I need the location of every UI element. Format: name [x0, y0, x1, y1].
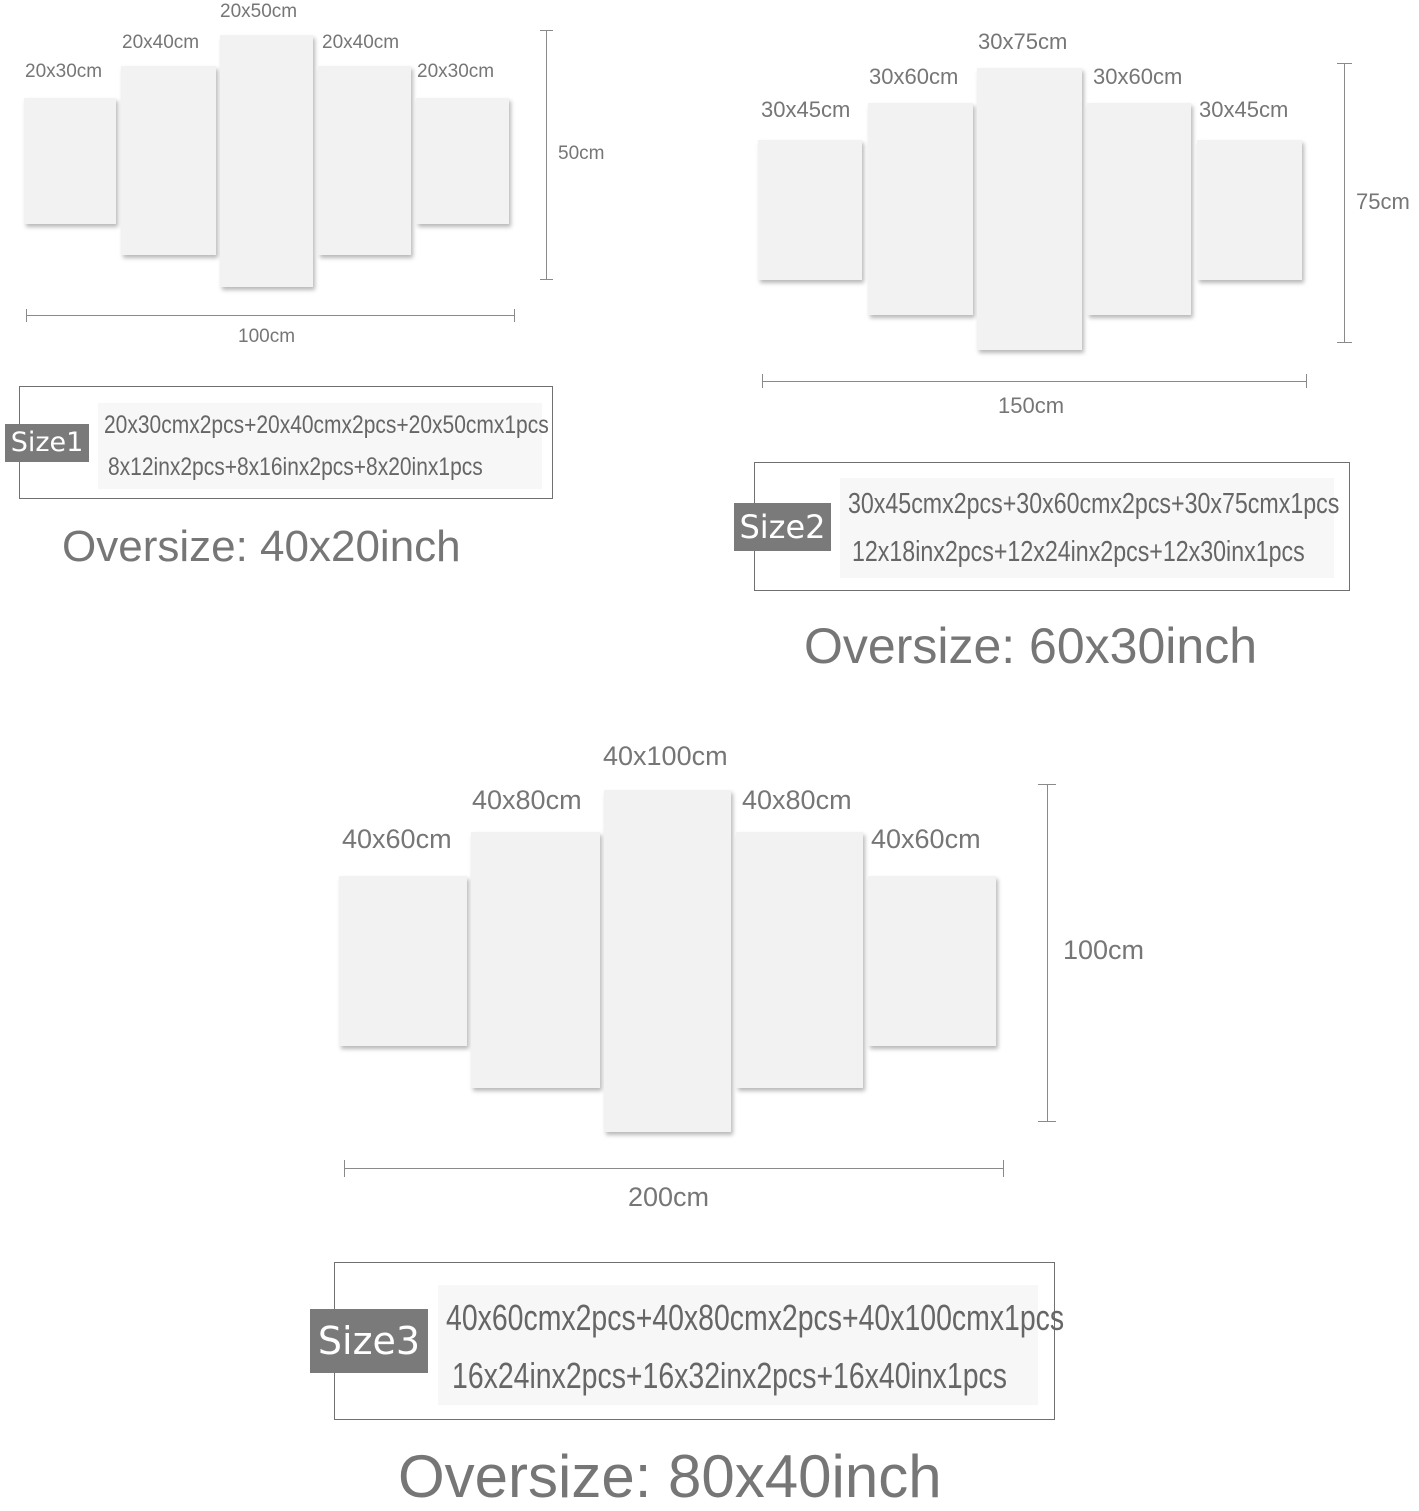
size3-panel-4	[736, 832, 863, 1088]
size2-panel-4-label: 30x60cm	[1093, 64, 1183, 89]
size2-panel-1-label: 30x45cm	[761, 97, 851, 122]
size2-panel-2	[868, 103, 973, 315]
size3-panel-2	[471, 832, 600, 1088]
size2-in-line: 12x18inx2pcs+12x24inx2pcs+12x30inx1pcs	[852, 536, 1305, 568]
size2-cm-line: 30x45cmx2pcs+30x60cmx2pcs+30x75cmx1pcs	[848, 488, 1340, 520]
size3-in-line: 16x24inx2pcs+16x32inx2pcs+16x40inx1pcs	[452, 1355, 1007, 1396]
size1-panel-4-label: 20x40cm	[322, 32, 400, 53]
size2-height-label: 75cm	[1356, 189, 1410, 214]
size1-in-line: 8x12inx2pcs+8x16inx2pcs+8x20inx1pcs	[108, 453, 483, 481]
size1-cm-line: 20x30cmx2pcs+20x40cmx2pcs+20x50cmx1pcs	[104, 411, 549, 439]
size3-panel-2-label: 40x80cm	[472, 785, 582, 815]
size3-panel-5	[868, 876, 996, 1046]
size3-diagram	[0, 700, 1419, 1510]
size1-panel-2-label: 20x40cm	[122, 32, 200, 53]
size1-panel-5-label: 20x30cm	[417, 61, 495, 82]
size3-width-label: 200cm	[628, 1182, 710, 1212]
size2-specs	[840, 478, 1340, 578]
size3-width-line	[344, 1168, 1004, 1169]
size1-width-label: 100cm	[238, 326, 296, 347]
size3-cm-line: 40x60cmx2pcs+40x80cmx2pcs+40x100cmx1pcs	[446, 1297, 1065, 1338]
size3-oversize: Oversize: 80x40inch	[398, 1443, 942, 1510]
size3-height-cap-top	[1038, 784, 1056, 785]
size1-panel-3-label: 20x50cm	[220, 1, 298, 22]
size2-width-cap-left	[762, 374, 763, 388]
size2-width-line	[762, 381, 1307, 382]
size3-height-line	[1047, 784, 1048, 1121]
size2-width-cap-right	[1306, 374, 1307, 388]
size2-height-line	[1344, 63, 1345, 342]
size2-panel-2-label: 30x60cm	[869, 64, 959, 89]
size2-panel-1	[758, 140, 862, 280]
size2-panel-5-label: 30x45cm	[1199, 97, 1289, 122]
size3-panel-5-label: 40x60cm	[871, 824, 981, 854]
size2-oversize: Oversize: 60x30inch	[804, 618, 1258, 674]
size2-badge: Size2	[734, 503, 831, 551]
size2-height-cap-bottom	[1337, 342, 1352, 343]
size3-panel-1	[339, 876, 467, 1046]
size3-height-cap-bottom	[1038, 1121, 1056, 1122]
size3-badge: Size3	[310, 1309, 428, 1373]
size1-badge: Size1	[5, 424, 89, 462]
size3-specs	[438, 1285, 1065, 1405]
size1-oversize: Oversize: 40x20inch	[62, 522, 461, 571]
size3-height-label: 100cm	[1063, 935, 1145, 965]
size3-panel-3-label: 40x100cm	[603, 741, 728, 771]
size2-panel-3	[977, 68, 1082, 350]
size2-width-label: 150cm	[998, 393, 1065, 418]
size2-panel-4	[1087, 103, 1191, 315]
size3-panel-4-label: 40x80cm	[742, 785, 852, 815]
size3-panel-3	[604, 790, 731, 1132]
size3-width-cap-right	[1003, 1160, 1004, 1177]
size2-height-cap-top	[1337, 63, 1352, 64]
size3-width-cap-left	[344, 1160, 345, 1177]
size1-height-label: 50cm	[558, 143, 605, 164]
size1-panel-1-label: 20x30cm	[25, 61, 103, 82]
size3-panel-1-label: 40x60cm	[342, 824, 452, 854]
size2-panel-5	[1197, 140, 1302, 280]
size2-panel-3-label: 30x75cm	[978, 29, 1068, 54]
size2-diagram	[0, 0, 1419, 680]
